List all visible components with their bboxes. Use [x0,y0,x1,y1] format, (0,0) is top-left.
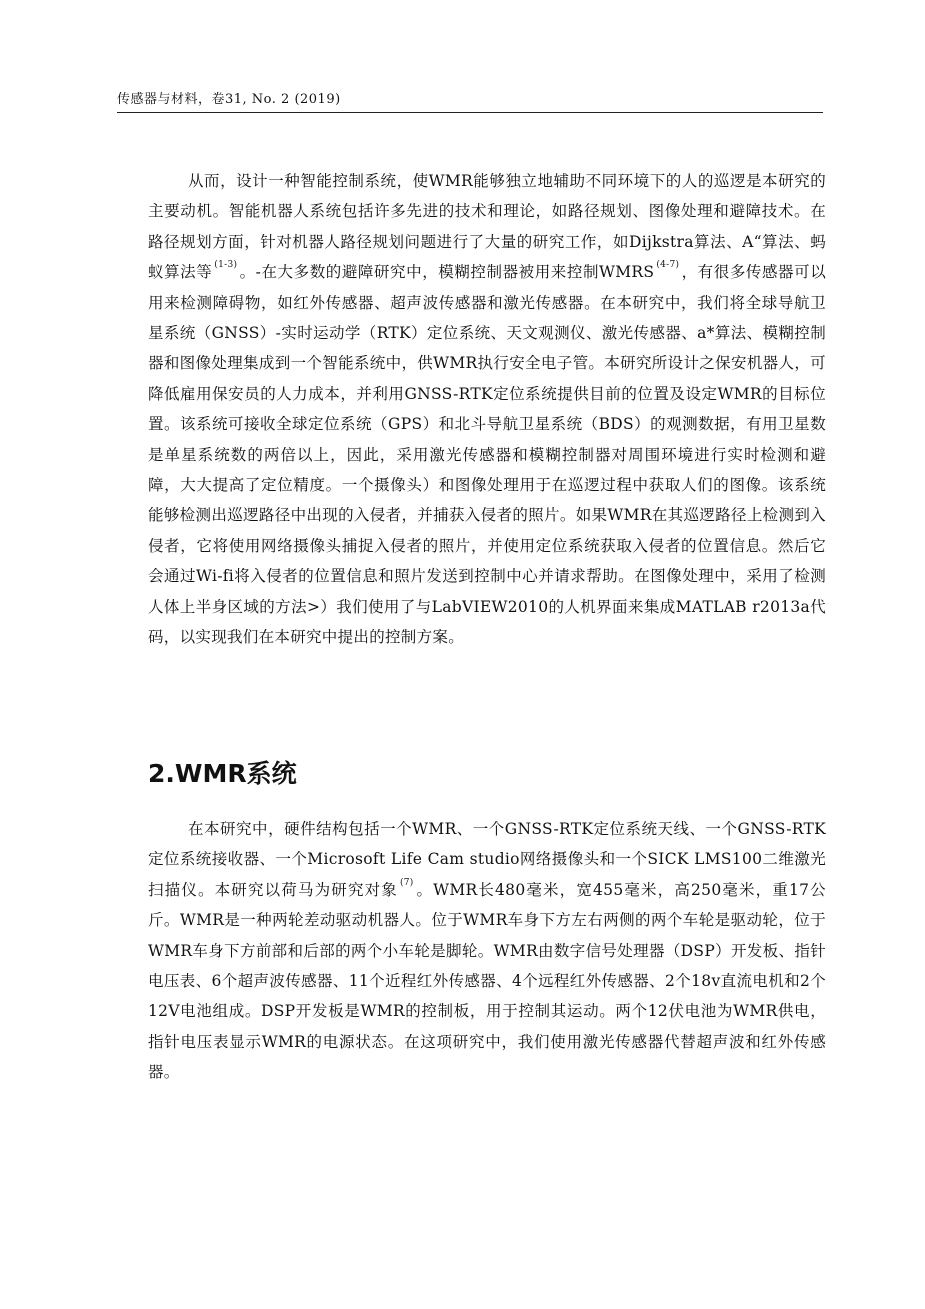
section-heading: 2.WMR系统 [148,759,297,788]
intro-section [148,166,826,653]
running-header: 传感器与材料，卷31, No. 2 (2019) [117,92,341,107]
intro-paragraph [148,166,826,653]
intro-text-3: ，有很多传感器可以用来检测障碍物，如红外传感器、超声波传感器和激光传感器。在本研究中，我们将全球导航卫星系统（GNSS）-实时运动学（RTK）定位系统、天文观测仪、激光传感器、a*算法、模糊控制器和图像处理集成到一个智能系统中，供WMR执行安全电子管。本研究所设计之保安机器人，可降低雇用保安员的人力成本，并利用GNSS-RTK定位系统提供目前的位置及设定WMR的目标位置。该系统可接收全球定位系统（GPS）和北斗导航卫星系统（BDS）的观测数据，有用卫星数是单星系统数的两倍以上，因此，采用激光传感器和模糊控制器对周围环境进行实时检测和避障，大大提高了定位精度。一个摄像头）和图像处理用于在巡逻过程中获取人们的图像。该系统能够检测出巡逻路径中出现的入侵者，并捕获入侵者的照片。如果WMR在其巡逻路径上检测到入侵者，它将使用网络摄像头捕捉入侵者的照片，并使用定位系统获取入侵者的位置信息。然后它会通过Wi-fi将入侵者的位置信息和照片发送到控制中心并请求帮助。在图像处理中，采用了检测人体上半身区域的方法>）我们使用了与LabVIEW2010的人机界面来集成MATLAB r2013a代码，以实现我们在本研究中提出的控制方案。 [148,263,826,647]
header-divider [117,112,823,113]
wmr-system-section [148,814,826,1088]
wmr-system-paragraph [148,814,826,1088]
citation-marker: (4-7) [656,260,680,271]
wmr-text-1: 在本研究中，硬件结构包括一个WMR、一个GNSS-RTK定位系统天线、一个GNSS-RTK定位系统接收器、一个Microsoft Life Cam studio网络摄像头和一个SICK LMS100二维激光扫描仪。本研究以荷马为研究对象 [148,820,826,899]
intro-text-1: 从而，设计一种智能控制系统，使WMR能够独立地辅助不同环境下的人的巡逻是本研究的主要动机。智能机器人系统包括许多先进的技术和理论，如路径规划、图像处理和避障技术。在路径规划方面，针对机器人路径规划问题进行了大量的研究工作，如Dijkstra算法、A“算法、蚂蚁算法等 [148,172,826,282]
citation-marker: (1-3) [214,260,238,271]
citation-marker: (7) [399,877,414,888]
intro-text-2: 。-在大多数的避障研究中，模糊控制器被用来控制WMRS [239,263,655,282]
wmr-text-2: 。WMR长480毫米，宽455毫米，高250毫米，重17公斤。WMR是一种两轮差动驱动机器人。位于WMR车身下方左右两侧的两个车轮是驱动轮，位于WMR车身下方前部和后部的两个小车轮是脚轮。WMR由数字信号处理器（DSP）开发板、指针电压表、6个超声波传感器、11个近程红外传感器、4个远程红外传感器、2个18v直流电机和2个12V电池组成。DSP开发板是WMR的控制板，用于控制其运动。两个12伏电池为WMR供电，指针电压表显示WMR的电源状态。在这项研究中，我们使用激光传感器代替超声波和红外传感器。 [148,880,826,1082]
